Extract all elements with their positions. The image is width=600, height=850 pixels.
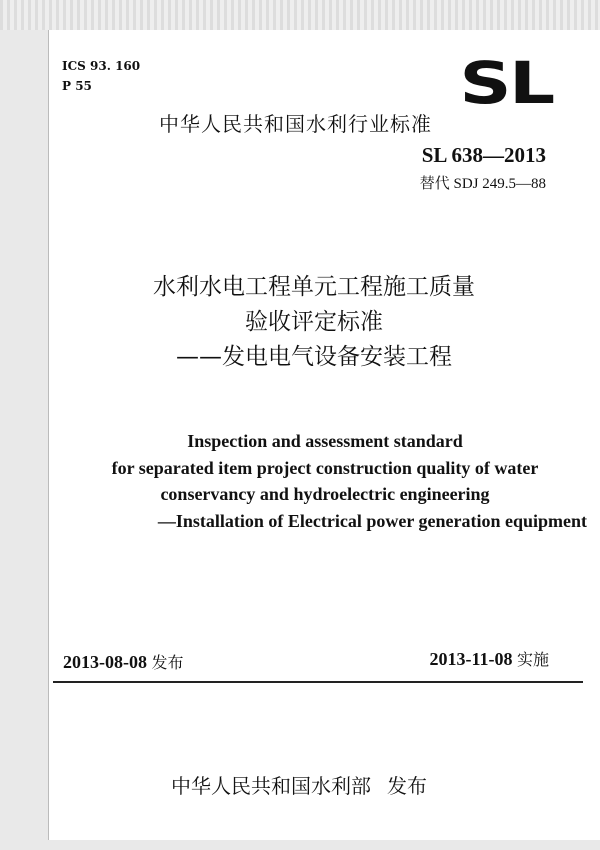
- sl-logo: SL: [459, 49, 553, 117]
- publisher: [171, 770, 427, 799]
- effective-date-value: 2013-11-08: [429, 649, 513, 669]
- issue-date-value: 2013-08-08: [63, 652, 147, 672]
- issue-date: [63, 650, 184, 673]
- chinese-title-line: 水利水电工程单元工程施工质量: [153, 274, 475, 300]
- divider: [53, 681, 583, 683]
- english-title-line: Inspection and assessment standard: [187, 431, 463, 451]
- effective-label: 实施: [516, 650, 549, 669]
- english-title-line: conservancy and hydroelectric engineering: [160, 484, 490, 504]
- issue-label: 发布: [151, 653, 184, 672]
- replaces-standard: 替代 SDJ 249.5—88: [419, 176, 546, 192]
- chinese-title-line: ——发电电气设备安装工程: [176, 344, 452, 370]
- effective-date: [429, 647, 549, 670]
- scan-border: [0, 0, 600, 30]
- standard-code: SL 638—2013: [421, 143, 546, 167]
- chinese-title: [49, 270, 579, 375]
- publisher-label: 发布: [387, 774, 427, 798]
- publisher-name: 中华人民共和国水利部: [171, 774, 371, 798]
- standard-category: 中华人民共和国水利行业标准: [159, 112, 432, 136]
- ics-code: ICS 93. 160: [62, 59, 141, 73]
- english-title-line: for separated item project construction quality of water: [111, 457, 539, 478]
- chinese-title-line: 验收评定标准: [245, 309, 383, 335]
- ccs-code: P 55: [62, 79, 92, 93]
- document-cover: [48, 30, 600, 840]
- english-title: [49, 428, 600, 534]
- classification: [62, 56, 140, 96]
- english-title-line: —Installation of Electrical power generation equipment: [157, 510, 587, 531]
